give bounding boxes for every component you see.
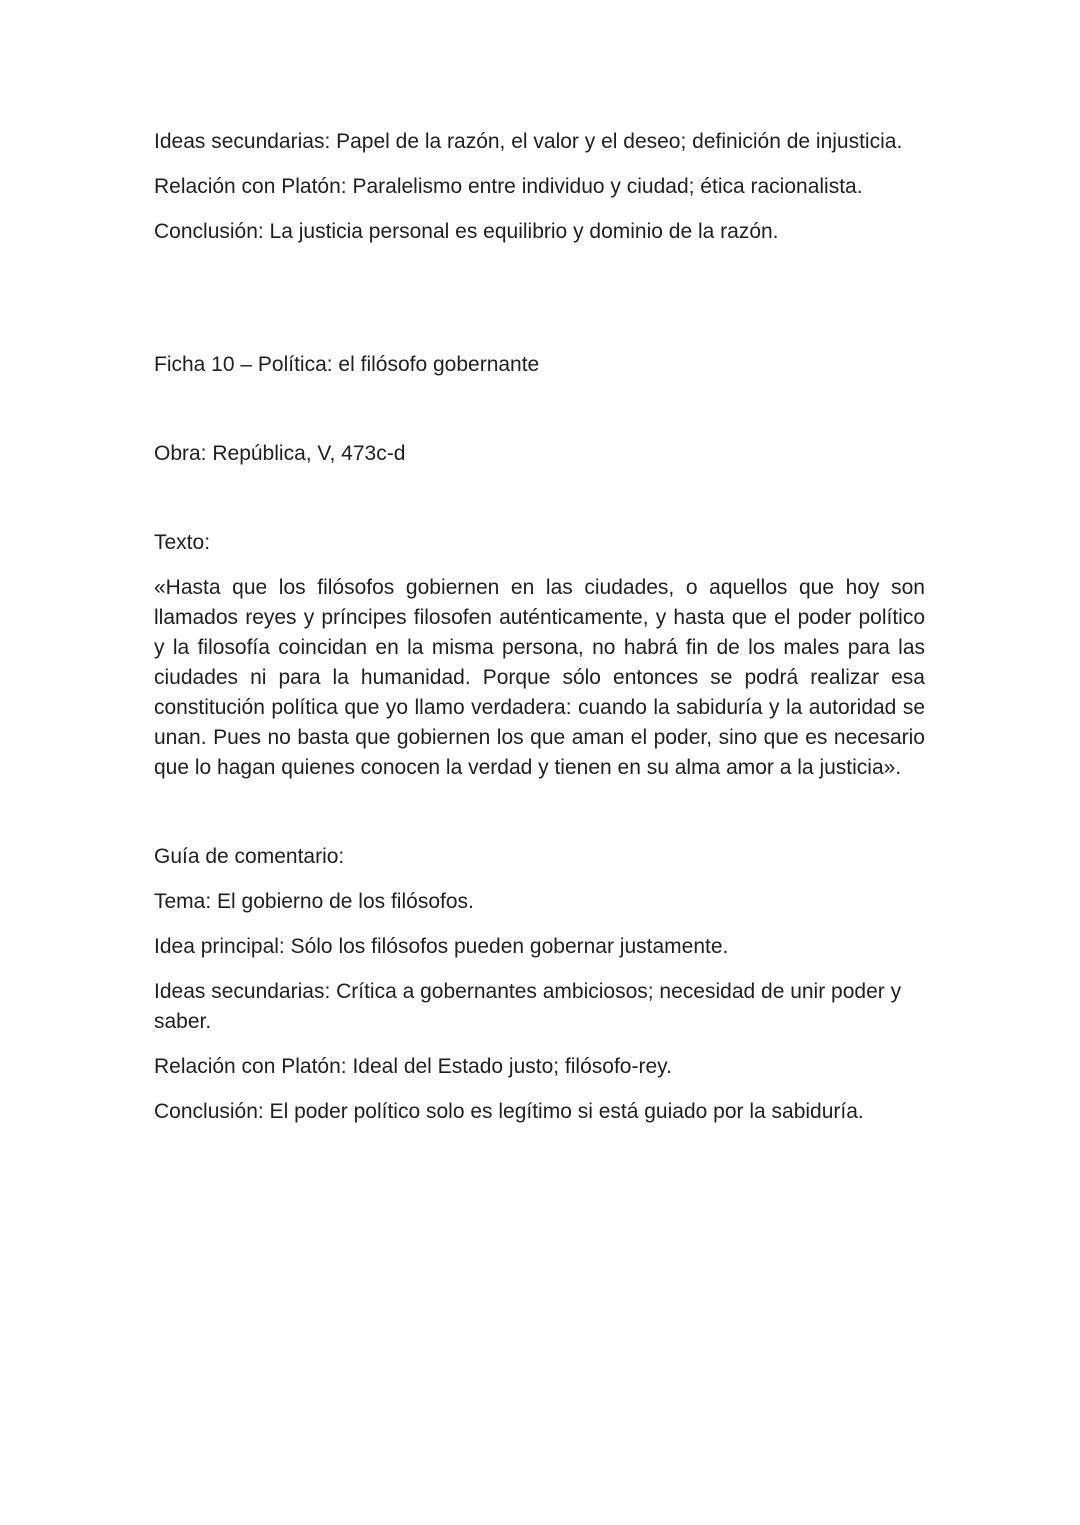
text-label: Texto: bbox=[154, 531, 211, 554]
guide-label: Guía de comentario: bbox=[154, 845, 345, 868]
guide-main-idea: Idea principal: Sólo los filósofos pueden gobernar justamente. bbox=[154, 935, 729, 958]
quote-paragraph: «Hasta que los filósofos gobiernen en las ciudades, o aquellos que hoy son llamados reyes y príncipes filosofen auténticamente, y hasta que el poder político y la filosofía coincidan en la misma persona, no habrá fin de los males para las ciudades ni para la humanidad. Porque sólo entonces se podrá realizar esa constitución política que yo llamo verdadera: cuando la sabiduría y la autoridad se unan. Pues no basta que gobiernen los que aman el poder, sino que es necesario que lo hagan quienes conocen la verdad y tienen en su alma amor a la justicia». bbox=[154, 576, 925, 779]
document-page bbox=[154, 127, 925, 1127]
guide-relation: Relación con Platón: Ideal del Estado justo; filósofo-rey. bbox=[154, 1055, 672, 1078]
guide-theme: Tema: El gobierno de los filósofos. bbox=[154, 890, 474, 913]
prev-secondary-ideas: Ideas secundarias: Papel de la razón, el valor y el deseo; definición de injusticia. bbox=[154, 130, 903, 153]
card-work: Obra: República, V, 473c-d bbox=[154, 442, 406, 465]
prev-conclusion: Conclusión: La justicia personal es equilibrio y dominio de la razón. bbox=[154, 220, 779, 243]
card-title: Ficha 10 – Política: el filósofo gobernante bbox=[154, 353, 540, 376]
prev-relation: Relación con Platón: Paralelismo entre individuo y ciudad; ética racionalista. bbox=[154, 175, 863, 198]
guide-secondary-ideas: Ideas secundarias: Crítica a gobernantes ambiciosos; necesidad de unir poder y saber. bbox=[154, 980, 902, 1033]
guide-conclusion: Conclusión: El poder político solo es legítimo si está guiado por la sabiduría. bbox=[154, 1100, 864, 1123]
